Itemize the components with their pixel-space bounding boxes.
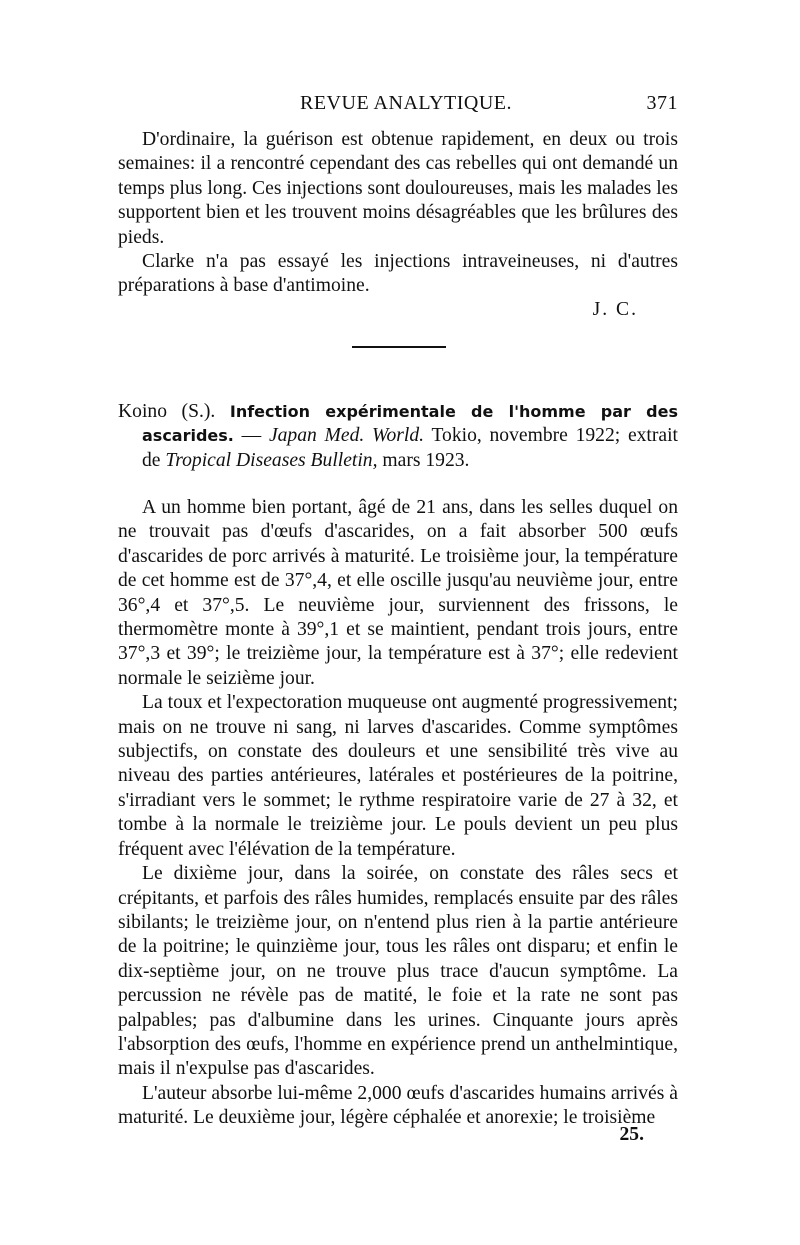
paragraph: D'ordinaire, la guérison est obtenue rapidement, en deux ou trois semaines: il a rencontré cependant des cas rebelles qui ont demandé un temps plus long. Ces injections sont douloureuses, mais les malades les supportent bien et les trouvent moins désagréables que les brûlures des pieds. xyxy=(118,129,678,248)
reference-date: mars 1923. xyxy=(377,449,470,471)
author-signature: J. C. xyxy=(592,299,638,320)
paragraph: Clarke n'a pas essayé les injections intraveineuses, ni d'autres préparations à base d'antimoine. xyxy=(118,251,678,297)
signature-mark: 25. xyxy=(619,1124,644,1145)
paragraph: L'auteur absorbe lui-même 2,000 œufs d'ascarides humains arrivés à maturité. Le deuxième jour, légère céphalée et anorexie; le troisième xyxy=(118,1082,678,1129)
document-page xyxy=(118,0,678,1245)
section-divider xyxy=(352,346,446,348)
paragraph: A un homme bien portant, âgé de 21 ans, dans les selles duquel on ne trouvait pas d'œufs d'ascarides, on a fait absorber 500 œufs d'ascarides de porc arrivés à maturité. Le troisième jour, la température de cet homme est de 37°,4, et elle oscille jusqu'au neuvième jour, entre 36°,4 et 37°,5. Le neuvième jour, surviennent des frissons, le thermomètre monte à 39°,1 et se maintient, pendant trois jours, entre 37°,3 et 39°; le treizième jour, la température est à 37°; elle redevient normale le seizième jour. xyxy=(118,497,678,689)
page-number: 371 xyxy=(646,92,678,114)
reference-dash: — xyxy=(233,425,269,447)
reference-details: Tokio, novembre 1922; extrait de xyxy=(142,425,678,471)
section-2 xyxy=(118,496,678,1131)
reference-author: Koino (S.). xyxy=(118,401,216,422)
paragraph: Le dixième jour, dans la soirée, on constate des râles secs et crépitants, et parfois des râles humides, remplacés ensuite par des râles sibilants; le treizième jour, on n'entend plus rien à la partie antérieure de la poitrine; le quinzième jour, tous les râles ont disparu; et enfin le dix-septième jour, on ne trouve plus trace d'aucun symptôme. La percussion ne révèle pas de matité, le foie et la rate ne sont pas palpables; pas d'albumine dans les urines. Cinquante jours après l'absorption des œufs, l'homme en expérience prend un anthelmintique, mais il n'expulse pas d'ascarides. xyxy=(118,863,678,1080)
bibliographic-reference xyxy=(118,400,678,473)
reference-source: Tropical Diseases Bulletin, xyxy=(165,449,378,471)
reference-title: Infection expérimentale de l'homme par des ascarides. xyxy=(142,402,678,446)
running-header xyxy=(118,92,678,120)
paragraph: La toux et l'expectoration muqueuse ont augmenté progressivement; mais on ne trouve ni sang, ni larves d'ascarides. Comme symptômes subjectifs, on constate des douleurs et une sensibilité très vive au niveau des parties antérieures, latérales et postérieures de la poitrine, s'irradiant vers le sommet; le rythme respiratoire varie de 27 à 32, et tombe à la normale le treizième jour. Le pouls devient un peu plus fréquent avec l'élévation de la température. xyxy=(118,692,678,860)
running-title: REVUE ANALYTIQUE. xyxy=(300,92,513,114)
section-1 xyxy=(118,128,678,299)
reference-journal: Japan Med. World. xyxy=(268,425,425,447)
